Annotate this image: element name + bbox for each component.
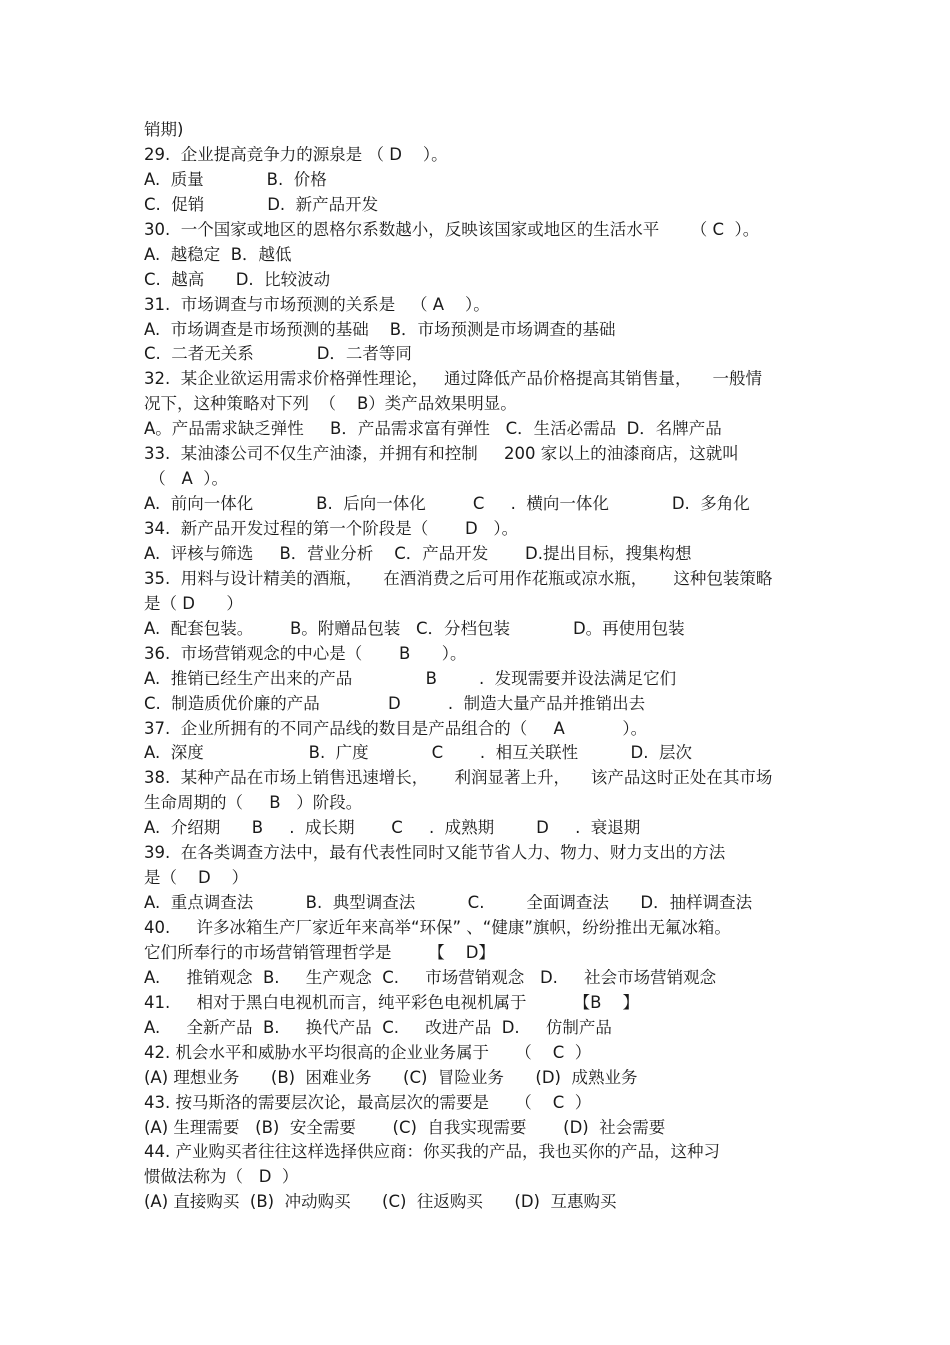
text-line: 31. 市场调查与市场预测的关系是 （ A ）。 (144, 294, 490, 314)
text-line: 30. 一个国家或地区的恩格尔系数越小，反映该国家或地区的生活水平 （ C ）。 (144, 219, 760, 239)
text-line: A. 重点调查法 B. 典型调查法 C. 全面调查法 D．抽样调查法 (144, 893, 753, 913)
text-line: 43. 按马斯洛的需要层次论，最高层次的需要是 （ C ） (144, 1092, 592, 1112)
text-line: A. 质量 B. 价格 (144, 169, 327, 189)
text-line: A. 介绍期 B . 成长期 C . 成熟期 D . 衰退期 (144, 818, 641, 838)
text-line: 是（ D ） (144, 868, 249, 888)
question-text-block (144, 118, 824, 1215)
text-line: 42. 机会水平和威胁水平均很高的企业业务属于 （ C ） (144, 1042, 592, 1062)
text-line: 35. 用料与设计精美的酒瓶， 在酒消费之后可用作花瓶或凉水瓶， 这种包装策略 (144, 568, 773, 588)
text-line: 销期) (144, 120, 184, 139)
text-line: 41. 相对于黑白电视机而言，纯平彩色电视机属于 【B 】 (144, 992, 639, 1012)
text-line: 44. 产业购买者往往这样选择供应商：你买我的产品，我也买你的产品，这种习 (144, 1142, 720, 1162)
text-line: A. 市场调查是市场预测的基础 B．市场预测是市场调查的基础 (144, 319, 616, 339)
text-line: 40. 许多冰箱生产厂家近年来高举“环保” 、“健康”旗帜，纷纷推出无氟冰箱。 (144, 918, 731, 937)
text-line: C. 制造质优价廉的产品 D . 制造大量产品并推销出去 (144, 693, 646, 713)
text-line: 29. 企业提高竞争力的源泉是 （ D ）。 (144, 144, 448, 164)
text-line: A. 推销已经生产出来的产品 B . 发现需要并设法满足它们 (144, 668, 677, 688)
text-line: 33. 某油漆公司不仅生产油漆，并拥有和控制 200 家以上的油漆商店，这就叫 (144, 444, 739, 464)
text-line: （ A ）。 (144, 469, 229, 489)
text-line: 生命周期的（ B ）阶段。 (144, 793, 363, 813)
text-line: 36. 市场营销观念的中心是（ B ）。 (144, 643, 467, 663)
text-line: 38. 某种产品在市场上销售迅速增长， 利润显著上升， 该产品这时正处在其市场 (144, 768, 773, 788)
text-line: 37. 企业所拥有的不同产品线的数目是产品组合的（ A ）。 (144, 718, 648, 738)
text-line: (A) 直接购买 (B) 冲动购买 (C) 往返购买 (D) 互惠购买 (144, 1192, 617, 1212)
text-line: 39. 在各类调查方法中，最有代表性同时又能节省人力、物力、财力支出的方法 (144, 843, 726, 863)
text-line: A. 全新产品 B. 换代产品 C. 改进产品 D. 仿制产品 (144, 1017, 612, 1037)
text-line: 是（ D ） (144, 593, 243, 613)
text-line: A. 配套包装。 B。附赠品包装 C．分档包装 D。再使用包装 (144, 618, 685, 638)
text-line: C. 二者无关系 D．二者等同 (144, 344, 412, 364)
text-line: A. 深度 B. 广度 C . 相互关联性 D. 层次 (144, 743, 692, 763)
text-line: A. 前向一体化 B. 后向一体化 C . 横向一体化 D. 多角化 (144, 494, 750, 514)
text-line: 它们所奉行的市场营销管理哲学是 【 D】 (144, 942, 495, 962)
text-line: A. 推销观念 B. 生产观念 C. 市场营销观念 D. 社会市场营销观念 (144, 967, 717, 987)
text-line: (A) 生理需要 (B) 安全需要 (C) 自我实现需要 (D) 社会需要 (144, 1117, 666, 1137)
text-line: A. 评核与筛选 B．营业分析 C．产品开发 D.提出目标，搜集构想 (144, 543, 692, 563)
text-line: 况下，这种策略对下列 （ B）类产品效果明显。 (144, 394, 517, 414)
text-line: C. 促销 D. 新产品开发 (144, 194, 379, 214)
text-line: 32. 某企业欲运用需求价格弹性理论， 通过降低产品价格提高其销售量， 一般情 (144, 369, 762, 389)
text-line: 34. 新产品开发过程的第一个阶段是（ D ）。 (144, 519, 519, 538)
text-line: A. 越稳定 B．越低 (144, 244, 292, 264)
text-line: C. 越高 D. 比较波动 (144, 269, 331, 289)
text-line: (A) 理想业务 (B) 困难业务 (C) 冒险业务 (D) 成熟业务 (144, 1067, 638, 1087)
text-line: A。产品需求缺乏弹性 B．产品需求富有弹性 C．生活必需品 D．名牌产品 (144, 419, 722, 439)
text-line: 惯做法称为（ D ） (144, 1167, 299, 1187)
